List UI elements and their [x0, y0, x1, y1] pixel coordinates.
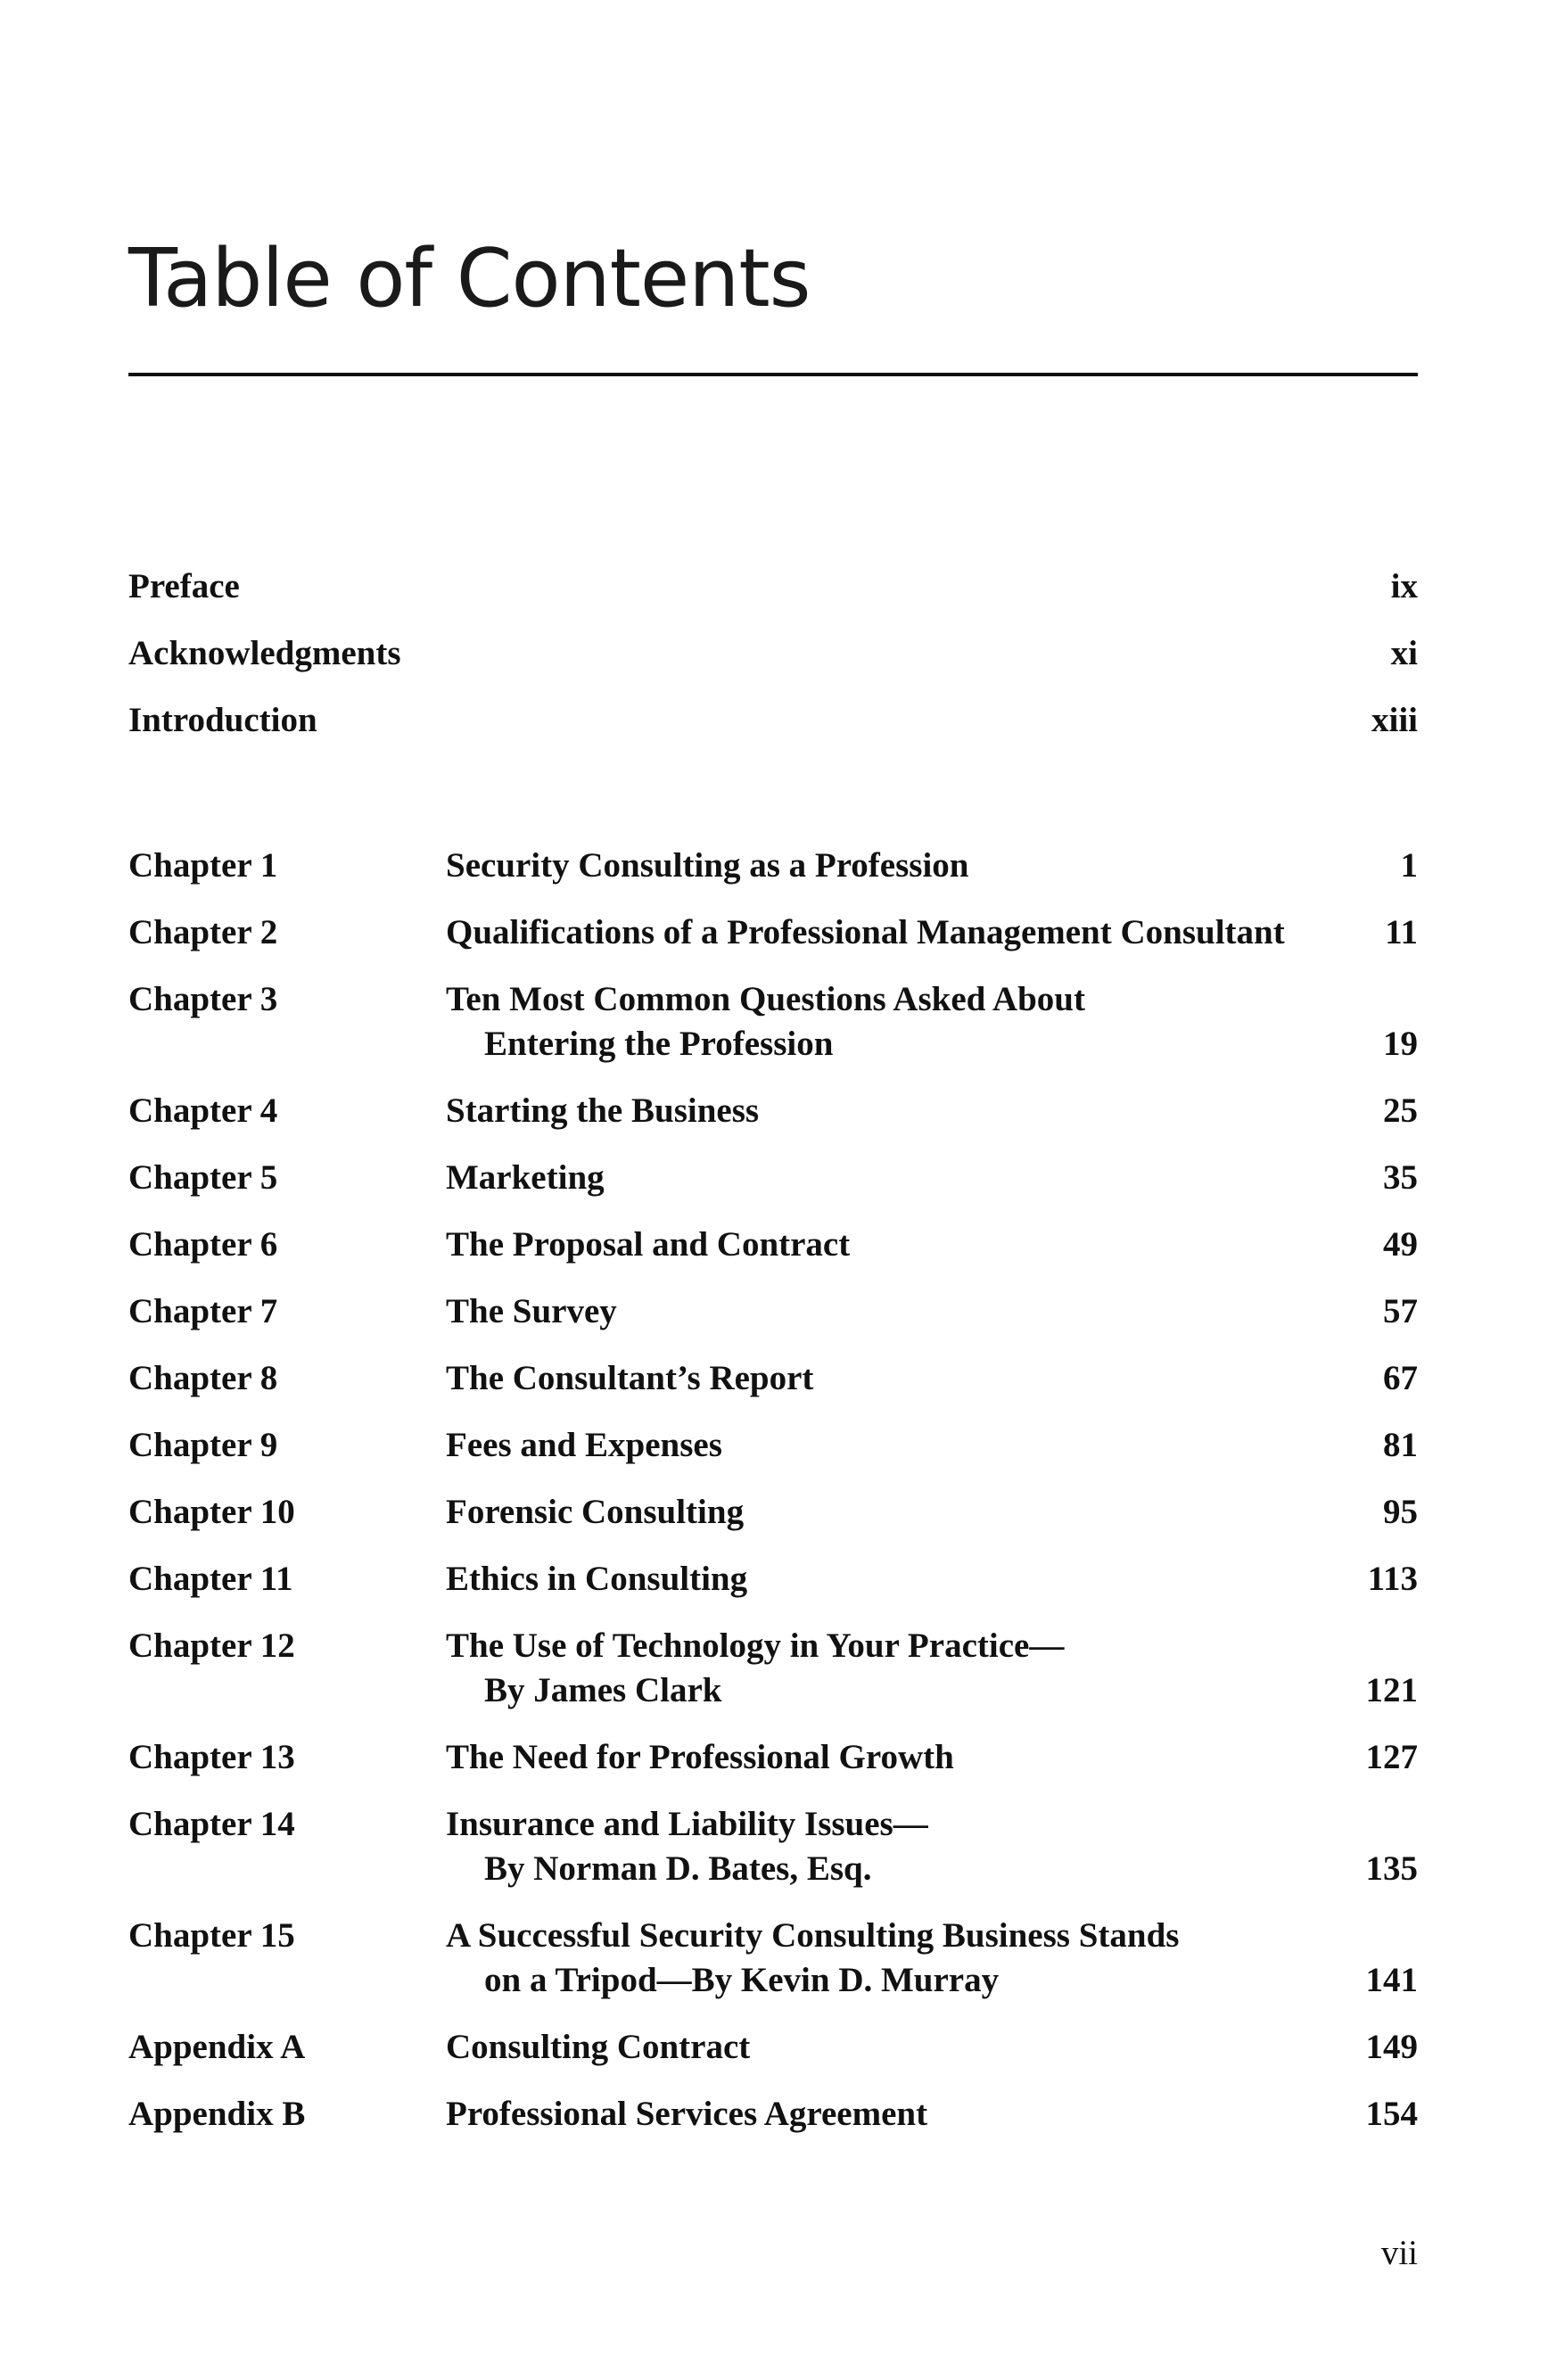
front-matter-entry	[128, 631, 1418, 676]
chapter-page: 95	[1383, 1493, 1418, 1531]
chapter-list	[128, 844, 1418, 2159]
chapter-entry	[128, 1557, 1418, 1602]
front-matter-entry	[128, 698, 1418, 743]
chapter-title	[446, 1223, 1320, 1267]
chapter-label: Chapter 11	[128, 1560, 293, 1598]
chapter-entry	[128, 1089, 1418, 1133]
chapter-label: Appendix B	[128, 2095, 306, 2133]
chapter-title-continuation: By Norman D. Bates, Esq.	[484, 1849, 872, 1888]
chapter-entry	[128, 1735, 1418, 1780]
chapter-entry	[128, 1490, 1418, 1535]
chapter-entry	[128, 1223, 1418, 1267]
chapter-title-line: The Survey	[446, 1292, 617, 1330]
chapter-title-line: The Use of Technology in Your Practice—	[446, 1626, 1065, 1665]
chapter-title	[446, 2025, 1320, 2070]
chapter-entry	[128, 1289, 1418, 1334]
entry-label: Preface	[128, 567, 240, 605]
chapter-page: 113	[1367, 1560, 1418, 1598]
entry-page: ix	[1390, 567, 1418, 605]
chapter-title	[446, 1490, 1320, 1535]
chapter-title-line: Fees and Expenses	[446, 1426, 722, 1464]
chapter-title-line: Consulting Contract	[446, 2028, 751, 2066]
page-title: Table of Contents	[128, 232, 811, 325]
chapter-label: Chapter 7	[128, 1292, 278, 1330]
chapter-entry	[128, 1802, 1418, 1891]
chapter-label: Chapter 6	[128, 1225, 278, 1264]
chapter-page: 11	[1385, 913, 1418, 951]
chapter-label: Chapter 4	[128, 1091, 278, 1130]
chapter-entry	[128, 2092, 1418, 2137]
chapter-label: Chapter 13	[128, 1738, 295, 1776]
chapter-title	[446, 1735, 1320, 1780]
chapter-title-line: A Successful Security Consulting Business Stands	[446, 1916, 1180, 1955]
entry-label: Acknowledgments	[128, 634, 401, 672]
chapter-title-line: Ten Most Common Questions Asked About	[446, 980, 1085, 1018]
chapter-title-continuation: on a Tripod—By Kevin D. Murray	[484, 1961, 1000, 1999]
chapter-page: 35	[1383, 1158, 1418, 1197]
chapter-page: 49	[1383, 1225, 1418, 1264]
chapter-label: Chapter 2	[128, 913, 278, 951]
chapter-page: 57	[1383, 1292, 1418, 1330]
title-rule	[128, 373, 1418, 376]
chapter-title-continuation: By James Clark	[484, 1671, 722, 1709]
front-matter-list	[128, 564, 1418, 765]
chapter-title	[446, 1557, 1320, 1602]
chapter-entry	[128, 2025, 1418, 2070]
chapter-entry	[128, 977, 1418, 1066]
chapter-title-line: The Proposal and Contract	[446, 1225, 851, 1264]
chapter-title-line: The Need for Professional Growth	[446, 1738, 954, 1776]
chapter-page: 19	[1383, 1025, 1418, 1063]
chapter-title-continuation: Entering the Profession	[484, 1025, 834, 1063]
chapter-label: Chapter 1	[128, 846, 278, 885]
chapter-page: 141	[1365, 1961, 1418, 1999]
chapter-label: Appendix A	[128, 2028, 306, 2066]
chapter-title	[446, 1156, 1320, 1200]
chapter-entry	[128, 844, 1418, 888]
chapter-page: 149	[1365, 2028, 1418, 2066]
chapter-page: 154	[1365, 2095, 1418, 2133]
chapter-page: 67	[1383, 1359, 1418, 1397]
chapter-label: Chapter 3	[128, 980, 278, 1018]
chapter-entry	[128, 1624, 1418, 1713]
chapter-page: 121	[1365, 1671, 1418, 1709]
chapter-page: 81	[1383, 1426, 1418, 1464]
chapter-label: Chapter 15	[128, 1916, 295, 1955]
chapter-title-line: Starting the Business	[446, 1091, 760, 1130]
entry-page: xi	[1390, 634, 1418, 672]
chapter-title	[446, 1914, 1320, 2003]
chapter-page: 127	[1365, 1738, 1418, 1776]
front-matter-entry	[128, 564, 1418, 609]
chapter-title-line: Forensic Consulting	[446, 1493, 745, 1531]
chapter-title	[446, 1624, 1320, 1713]
chapter-title-line: Professional Services Agreement	[446, 2095, 928, 2133]
entry-page: xiii	[1371, 701, 1418, 739]
chapter-title-line: Marketing	[446, 1158, 605, 1197]
chapter-title-line: The Consultant’s Report	[446, 1359, 814, 1397]
chapter-title	[446, 1356, 1320, 1401]
chapter-entry	[128, 1156, 1418, 1200]
chapter-title	[446, 977, 1320, 1066]
chapter-title	[446, 1089, 1320, 1133]
chapter-title	[446, 1423, 1320, 1468]
chapter-title	[446, 2092, 1320, 2137]
chapter-entry	[128, 1423, 1418, 1468]
chapter-entry	[128, 1356, 1418, 1401]
chapter-page: 1	[1400, 846, 1418, 885]
chapter-title	[446, 1802, 1320, 1891]
chapter-title	[446, 1289, 1320, 1334]
chapter-title-line: Insurance and Liability Issues—	[446, 1805, 928, 1843]
chapter-label: Chapter 9	[128, 1426, 278, 1464]
chapter-page: 25	[1383, 1091, 1418, 1130]
chapter-title	[446, 844, 1320, 888]
chapter-title-line: Security Consulting as a Profession	[446, 846, 969, 885]
chapter-entry	[128, 1914, 1418, 2003]
chapter-label: Chapter 8	[128, 1359, 278, 1397]
chapter-title-line: Ethics in Consulting	[446, 1560, 748, 1598]
chapter-title-line: Qualifications of a Professional Management Consultant	[446, 913, 1285, 951]
entry-label: Introduction	[128, 701, 317, 739]
chapter-label: Chapter 10	[128, 1493, 295, 1531]
chapter-label: Chapter 5	[128, 1158, 278, 1197]
chapter-label: Chapter 14	[128, 1805, 295, 1843]
chapter-label: Chapter 12	[128, 1626, 295, 1665]
chapter-entry	[128, 910, 1418, 955]
chapter-title	[446, 910, 1320, 955]
chapter-page: 135	[1365, 1849, 1418, 1888]
page-number: vii	[1380, 2234, 1418, 2272]
